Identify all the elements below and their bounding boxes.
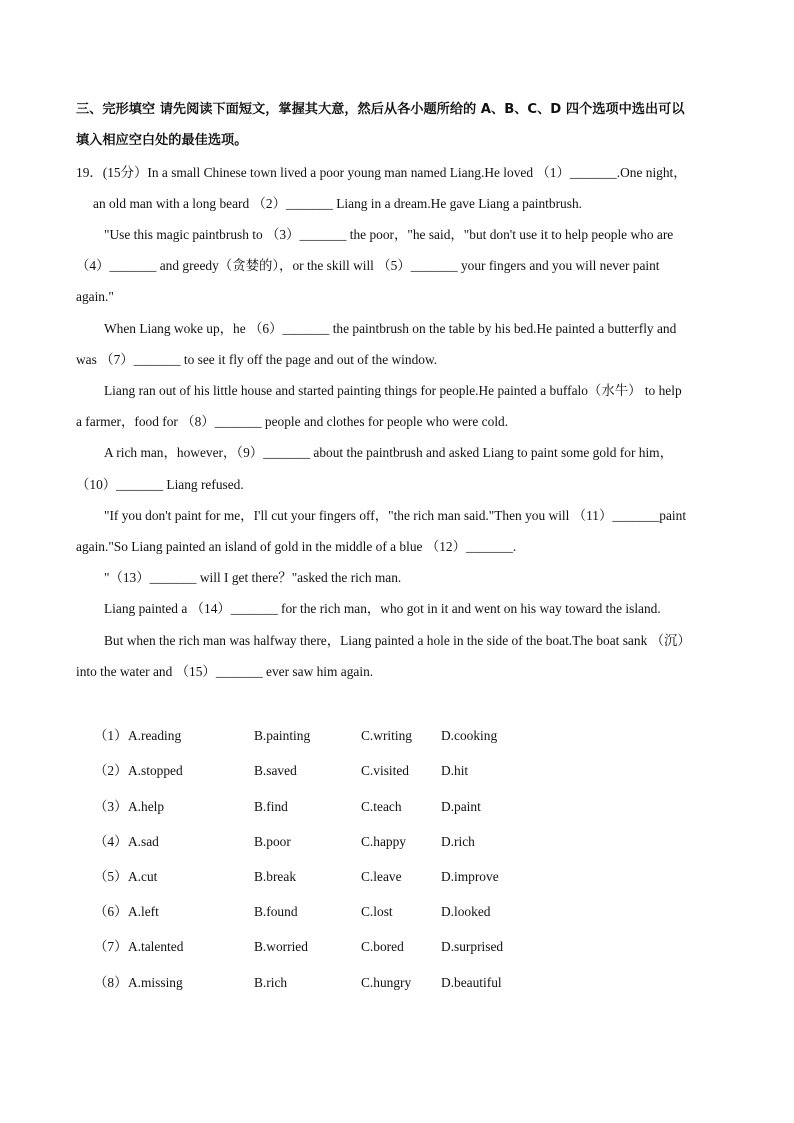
passage-line: was （7）_______ to see it fly off the page and out of the window. — [76, 352, 438, 367]
option-c[interactable]: C.teach — [361, 799, 402, 814]
option-d[interactable]: D.cooking — [441, 728, 498, 743]
option-b[interactable]: B.poor — [254, 834, 291, 849]
passage-line: A rich man，however，（9）_______ about the paintbrush and asked Liang to paint some gold for him， — [104, 445, 673, 460]
option-d[interactable]: D.hit — [441, 763, 469, 778]
option-a[interactable]: A.cut — [128, 869, 158, 884]
option-c[interactable]: C.happy — [361, 834, 407, 849]
option-b[interactable]: B.painting — [254, 728, 311, 743]
option-b[interactable]: B.saved — [254, 763, 297, 778]
passage-line: But when the rich man was halfway there，Liang painted a hole in the side of the boat.The boat sank （沉） — [104, 633, 691, 648]
option-a[interactable]: A.talented — [128, 939, 184, 954]
option-c[interactable]: C.leave — [361, 869, 402, 884]
passage-line: a farmer，food for （8）_______ people and clothes for people who were cold. — [76, 414, 509, 429]
option-number: （5） — [94, 869, 128, 884]
option-number: （7） — [94, 939, 128, 954]
passage-line: again."So Liang painted an island of gold in the middle of a blue （12）_______. — [76, 539, 517, 554]
passage-line: （10）_______ Liang refused. — [76, 477, 244, 492]
option-a[interactable]: A.left — [128, 904, 159, 919]
passage-line: an old man with a long beard （2）_______ Liang in a dream.He gave Liang a paintbrush. — [93, 196, 582, 211]
passage-line: "If you don't paint for me，I'll cut your fingers off，"the rich man said."Then you will （11）_______paint — [104, 508, 687, 523]
option-d[interactable]: D.looked — [441, 904, 491, 919]
option-number: （8） — [94, 975, 128, 990]
option-b[interactable]: B.rich — [254, 975, 288, 990]
option-a[interactable]: A.help — [128, 799, 165, 814]
option-number: （4） — [94, 834, 128, 849]
passage-line: "（13）_______ will I get there？"asked the rich man. — [104, 570, 402, 585]
passage-line: When Liang woke up，he （6）_______ the paintbrush on the table by his bed.He painted a butterfly and — [104, 321, 677, 336]
passage-line: 19．(15分）In a small Chinese town lived a poor young man named Liang.He loved （1）_______.One night， — [76, 165, 687, 180]
option-a[interactable]: A.stopped — [128, 763, 183, 778]
option-c[interactable]: C.bored — [361, 939, 404, 954]
option-b[interactable]: B.find — [254, 799, 288, 814]
option-number: （6） — [94, 904, 128, 919]
option-c[interactable]: C.writing — [361, 728, 412, 743]
passage-line: （4）_______ and greedy（贪婪的），or the skill will （5）_______ your fingers and you will never paint — [76, 258, 660, 273]
option-number: （1） — [94, 728, 128, 743]
option-d[interactable]: D.rich — [441, 834, 475, 849]
option-number: （3） — [94, 799, 128, 814]
option-d[interactable]: D.surprised — [441, 939, 504, 954]
section-heading-line-2: 填入相应空白处的最佳选项。 — [76, 133, 248, 148]
passage-line: Liang painted a （14）_______ for the rich man，who got in it and went on his way toward the island. — [104, 601, 661, 616]
passage-line: "Use this magic paintbrush to （3）_______ the poor，"he said，"but don't use it to help people who are — [104, 227, 674, 242]
option-c[interactable]: C.visited — [361, 763, 409, 778]
option-b[interactable]: B.worried — [254, 939, 308, 954]
option-b[interactable]: B.found — [254, 904, 298, 919]
option-number: （2） — [94, 763, 128, 778]
option-b[interactable]: B.break — [254, 869, 297, 884]
passage-line: again." — [76, 289, 114, 304]
option-a[interactable]: A.reading — [128, 728, 182, 743]
section-heading-line-1: 三、完形填空 请先阅读下面短文，掌握其大意，然后从各小题所给的 A、B、C、D 四个选项中选出可以 — [76, 102, 685, 117]
option-c[interactable]: C.hungry — [361, 975, 412, 990]
option-a[interactable]: A.missing — [128, 975, 183, 990]
passage-line: Liang ran out of his little house and started painting things for people.He painted a buffalo（水牛） to help — [104, 383, 682, 398]
option-a[interactable]: A.sad — [128, 834, 159, 849]
option-d[interactable]: D.improve — [441, 869, 499, 884]
option-c[interactable]: C.lost — [361, 904, 393, 919]
option-d[interactable]: D.paint — [441, 799, 481, 814]
option-d[interactable]: D.beautiful — [441, 975, 502, 990]
passage-line: into the water and （15）_______ ever saw him again. — [76, 664, 374, 679]
